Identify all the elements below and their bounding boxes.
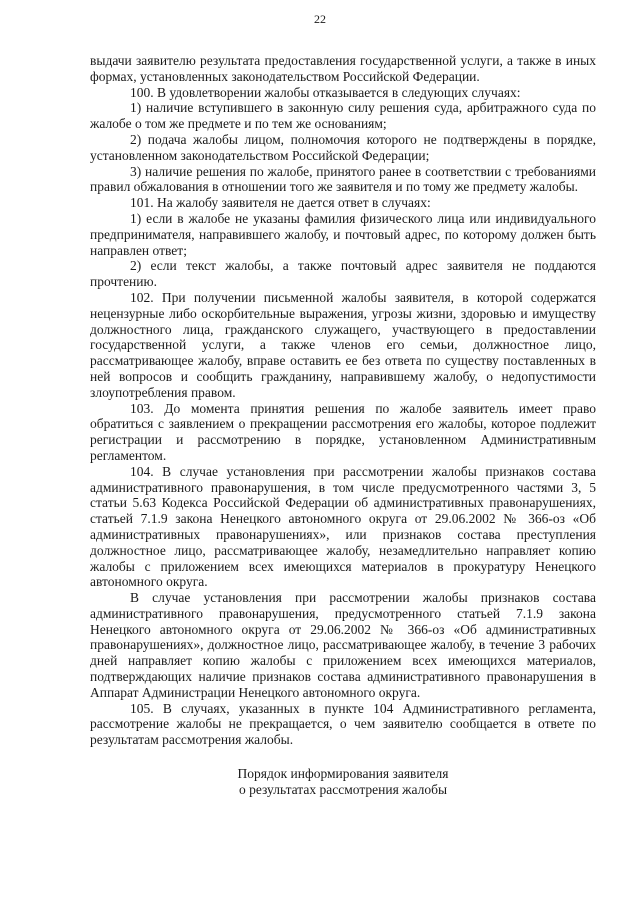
paragraph-continuation: выдачи заявителю результата предоставления государственной услуги, а также в иных формах, установленных законодательством Российской Федерации. — [90, 53, 596, 84]
paragraph-105: 105. В случаях, указанных в пункте 104 Административного регламента, рассмотрение жалобы не прекращается, о чем заявителю сообщается в ответе по результатам рассмотрения жалобы. — [90, 700, 596, 748]
document-body — [90, 53, 596, 798]
section-heading-line-1: Порядок информирования заявителя — [237, 766, 449, 782]
paragraph-101-item-1: 1) если в жалобе не указаны фамилия физического лица или индивидуального предпринимателя, направившего жалобу, и почтовый адрес, по которому должен быть направлен ответ; — [90, 210, 596, 258]
page-number: 22 — [314, 12, 326, 26]
section-heading — [90, 766, 596, 798]
paragraph-101: 101. На жалобу заявителя не дается ответ в случаях: — [130, 195, 431, 211]
paragraph-104: 104. В случае установления при рассмотрении жалобы признаков состава административного правонарушения, в том числе предусмотренного частями 3, 5 статьи 5.63 Кодекса Российской Федерации об административных правонарушениях, статьей 7.1.9 закона Ненецкого автономного округа от 29.06.2002 № 366-оз «Об административных правонарушениях», или признаков состава преступления должностное лицо, рассматривающее жалобу, незамедлительно направляет копию жалобы с приложением всех имеющихся материалов в прокуратуру Ненецкого автономного округа. — [90, 463, 596, 590]
paragraph-103: 103. До момента принятия решения по жалобе заявитель имеет право обратиться с заявлением о прекращении рассмотрения его жалобы, которое подлежит регистрации и рассмотрению в порядке, установленном Административным регламентом. — [90, 400, 596, 463]
paragraph-100-item-3: 3) наличие решения по жалобе, принятого ранее в соответствии с требованиями правил обжалования в отношении того же заявителя и по тому же предмету жалобы. — [90, 163, 596, 195]
paragraph-100-item-1: 1) наличие вступившего в законную силу решения суда, арбитражного суда по жалобе о том же предмете и по тем же основаниям; — [90, 100, 596, 132]
paragraph-100-item-2: 2) подача жалобы лицом, полномочия которого не подтверждены в порядке, установленном законодательством Российской Федерации; — [90, 131, 596, 163]
section-heading-line-2: о результатах рассмотрения жалобы — [238, 781, 448, 797]
paragraph-101-item-2: 2) если текст жалобы, а также почтовый адрес заявителя не поддаются прочтению. — [90, 258, 596, 290]
paragraph-104-part-2: В случае установления при рассмотрении жалобы признаков состава административного правонарушения, предусмотренного статьей 7.1.9 закона Ненецкого автономного округа от 29.06.2002 № 366-оз «Об административных правонарушениях», должностное лицо, рассматривающее жалобу, в течение 3 рабочих дней направляет копию жалобы с приложением всех имеющихся материалов, подтверждающих наличие признаков состава административного правонарушения в Аппарат Администрации Ненецкого автономного округа. — [90, 590, 596, 700]
paragraph-102: 102. При получении письменной жалобы заявителя, в которой содержатся нецензурные либо оскорбительные выражения, угрозы жизни, здоровью и имуществу должностного лица, гражданского служащего, участвующего в предоставлении государственной услуги, а также членов его семьи, должностное лицо, рассматривающее жалобу, вправе оставить ее без ответа по существу поставленных в ней вопросов и сообщить гражданину, направившему жалобу, о недопустимости злоупотребления правом. — [90, 289, 596, 400]
paragraph-100: 100. В удовлетворении жалобы отказывается в следующих случаях: — [130, 84, 521, 100]
